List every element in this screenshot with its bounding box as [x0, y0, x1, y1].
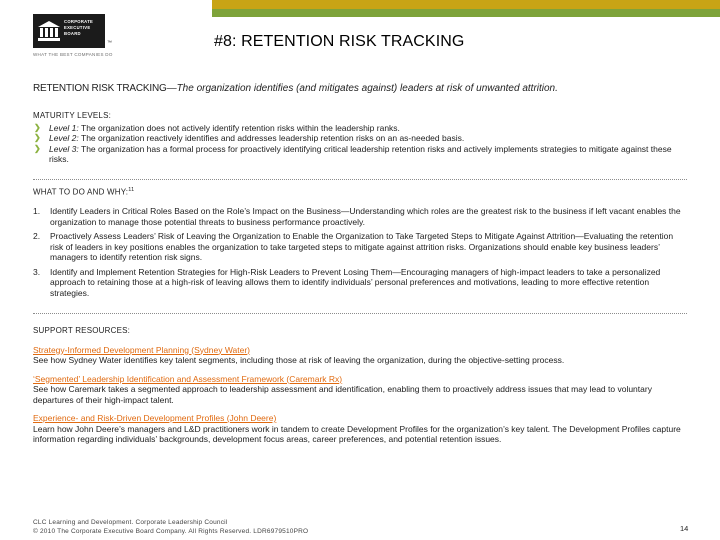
maturity-list	[33, 123, 693, 165]
maturity-level-3	[33, 144, 693, 165]
item-text: Proactively Assess Leaders’ Risk of Leaving the Organization to Enable the Organization to Take Targeted Steps to Mitigate Against Attrition—Evaluating the retention risk of leaders in key positions enables the organization to take targeted steps to mitigate against attrition risks. Organizations should enable key business leaders’ managers to identify retention risk signs.	[50, 231, 674, 263]
chevron-bullet-icon: ❯	[34, 122, 41, 132]
item-text: Identify and Implement Retention Strategies for High-Risk Leaders to Prevent Losing Them—Encouraging managers of high-impact leaders to take a personalized approach to retaining those at a high-risk of leaving allows them to identify individuals’ personal preferences and motivations, leading to more effective retention strategies.	[50, 266, 661, 298]
maturity-level-1	[33, 123, 693, 134]
gold-accent-bar	[212, 0, 720, 9]
what-to-do-section	[33, 185, 693, 302]
slide-title: #8: RETENTION RISK TRACKING	[214, 33, 465, 50]
trademark-symbol: ™	[107, 40, 112, 46]
what-to-do-item	[33, 267, 685, 299]
level-label: Level 1:	[49, 122, 79, 133]
logo-tagline: WHAT THE BEST COMPANIES DO	[33, 52, 113, 57]
what-to-do-label: WHAT TO DO AND WHY:$^{11}$	[33, 187, 135, 197]
level-text: The organization has a formal process for proactively identifying critical leadership retention risks and actively implements strategies to mitigate against these risks.	[49, 143, 672, 164]
section-divider	[33, 313, 687, 314]
support-label: SUPPORT RESOURCES:	[33, 326, 131, 335]
item-number: 3.	[33, 266, 41, 277]
logo-wordmark	[64, 19, 104, 37]
item-number: 2.	[33, 231, 41, 242]
resource-item	[33, 413, 693, 445]
level-text: The organization does not actively identify retention risks within the leadership ranks.	[81, 122, 400, 133]
resource-item	[33, 345, 693, 366]
intro-lead: RETENTION RISK TRACKING	[33, 83, 167, 94]
footer-line-1: CLC Learning and Development. Corporate Leadership Council	[33, 519, 228, 526]
level-text: The organization reactively identifies and addresses leadership retention risks on an as-needed basis.	[81, 133, 465, 143]
chevron-bullet-icon: ❯	[34, 143, 41, 153]
header-bar	[0, 0, 720, 60]
resource-description: See how Sydney Water identifies key talent segments, including those at risk of leaving the organization, during the objective-setting process.	[33, 355, 565, 365]
what-to-do-list	[33, 206, 693, 298]
intro-text: —The organization identifies (and mitigates against) leaders at risk of unwanted attrition.	[166, 83, 558, 94]
resource-link[interactable]: Strategy-Informed Development Planning (Sydney Water)	[33, 344, 251, 355]
logo-line-1: CORPORATE	[64, 19, 94, 24]
resource-item	[33, 374, 693, 406]
footer-copyright: © 2010 The Corporate Executive Board Company. All Rights Reserved. LDR6979510PRO	[33, 528, 309, 535]
item-number: 1.	[33, 206, 41, 217]
company-logo	[33, 14, 105, 48]
footer	[33, 518, 308, 536]
chevron-bullet-icon: ❯	[34, 133, 41, 142]
page-number: 14	[680, 524, 689, 533]
resource-description: See how Caremark takes a segmented approach to leadership assessment and identification, enabling them to proactively address issues that may lead to voluntary departures of their high-impact talent.	[33, 384, 652, 405]
maturity-label: MATURITY LEVELS:	[33, 111, 112, 120]
green-accent-bar	[212, 9, 720, 17]
section-divider	[33, 179, 687, 180]
what-to-do-item	[33, 206, 685, 227]
intro-paragraph	[33, 82, 693, 95]
resource-description: Learn how John Deere’s managers and L&D practitioners work in tandem to create Development Profiles for the organization’s key talent. The Development Profiles capture information regarding individuals’ backgrounds, development focus areas, career preferences, and potential retention issues.	[33, 423, 681, 444]
resource-link[interactable]: Experience- and Risk-Driven Development Profiles (John Deere)	[33, 413, 277, 423]
maturity-level-2	[33, 133, 693, 144]
what-to-do-item	[33, 231, 685, 263]
logo-line-2: EXECUTIVE	[64, 25, 91, 30]
item-text: Identify Leaders in Critical Roles Based on the Role’s Impact on the Business—Understanding which roles are the greatest risk to the business if left vacant enables the organization to manage those potential threats to business performance proactively.	[50, 206, 681, 227]
logo-line-3: BOARD	[64, 31, 81, 36]
resource-link[interactable]: ‘Segmented’ Leadership Identification and Assessment Framework (Caremark Rx)	[33, 373, 343, 384]
footnote-marker: 11	[128, 187, 135, 193]
maturity-levels-section	[33, 111, 693, 165]
level-label: Level 2:	[49, 133, 79, 143]
level-label: Level 3:	[49, 143, 79, 154]
support-resources-section	[33, 326, 693, 445]
building-columns-icon	[37, 20, 61, 42]
